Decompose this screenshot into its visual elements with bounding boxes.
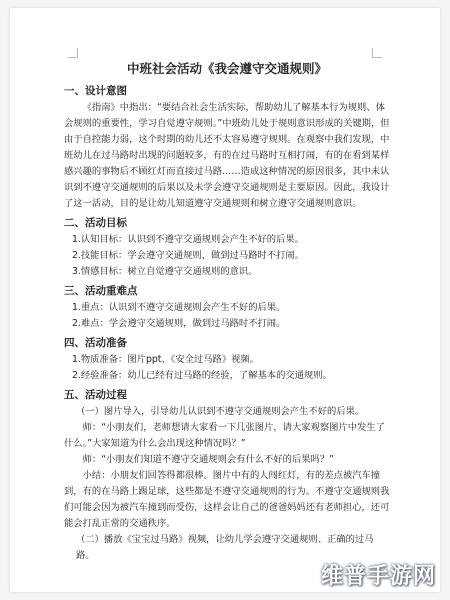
goal-item-3: 3.情感目标：树立自觉遵守交通规则的意识。 [72,266,258,277]
document-body [64,60,390,564]
keypoint-item-1: 1.重点：认识到不遵守交通规则会产生不好的后果。 [72,302,286,313]
document-title: 中班社会活动《我会遵守交通规则》 [126,61,327,76]
process-summary: 小结：小朋友们回答得都很棒。图片中有的人闯红灯，有的差点被汽车撞到，有的在马路上踢足球，这些都是不遵守交通规则的行为。不遵守交通规则我们可能会因为被汽车撞到而受伤，这样会让自己的爸爸妈妈还有老师担心，还可能会打乱正常的交通秩序。 [64,470,390,529]
keypoint-item-2: 2.难点：学会遵守交通规则，做到过马路时不打闹。 [72,318,286,329]
crop-mark-top-right [372,48,382,58]
prep-item-1: 1.物质准备：图片ppt、《安全过马路》视频。 [72,354,260,365]
section-heading-design: 一、设计意图 [64,85,127,97]
design-paragraph: 《指南》中指出：“要结合社会生活实际，帮助幼儿了解基本行为规则、体会规则的重要性，学习自觉遵守规则。”中班幼儿处于规则意识形成的关键期，但由于自控能力弱，这个时期的幼儿还不太容易遵守规则。在观察中我们发现，中班幼儿在过马路时出现的问题较多，有的在过马路时互相打闹，有的在看到某样感兴趣的事物后不顾红灯而直接过马路……造成这种情况的原因很多，其中未认识到不遵守交通规则的后果以及未学会遵守交通规则是主要原因。因此，我设计了这一活动，目的是让幼儿知道遵守交通规则和树立遵守交通规则意识。 [64,102,390,209]
process-step-1: （一）图片导入，引导幼儿认识到不遵守交通规则会产生不好的后果。 [76,406,365,417]
teacher-quote-2: 师：“小朋友们知道不遵守交通规则会有什么不好的后果吗？” [82,454,334,465]
prep-item-2: 2.经验准备：幼儿已经有过马路的经验，了解基本的交通规则。 [72,370,332,381]
crop-mark-top-left [68,48,78,58]
document-page [10,8,440,592]
section-heading-goals: 二、活动目标 [64,217,127,229]
site-watermark: 维普手游网 [320,564,436,589]
section-heading-process: 五、活动过程 [64,389,127,401]
section-heading-keypoints: 三、活动重难点 [64,285,138,297]
goal-item-2: 2.技能目标：学会遵守交通规则，做到过马路时不打闹。 [72,250,304,261]
goal-item-1: 1.认知目标：认识到不遵守交通规则会产生不好的后果。 [72,234,304,245]
teacher-quote-1: 师：“小朋友们，老师想请大家看一下几张图片，请大家观察图片中发生了什么。”大家知道为什么会出现这种情况吗？” [64,422,385,449]
section-heading-prep: 四、活动准备 [64,337,127,349]
process-step-2: （二）播放《宝宝过马路》视频，让幼儿学会遵守交通规则、正确的过马路。 [76,534,374,561]
